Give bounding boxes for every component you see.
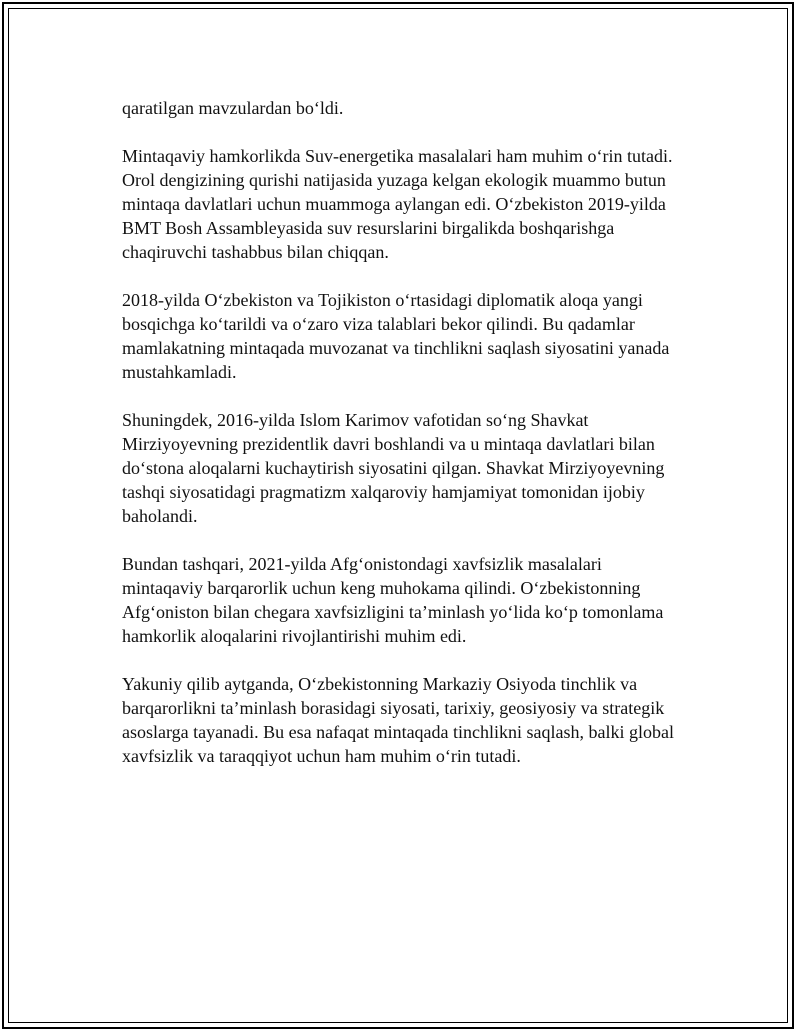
paragraph-4: Shuningdek, 2016-yilda Islom Karimov vafotidan so‘ng Shavkat Mirziyoyevning prezidentlik davri boshlandi va u mintaqa davlatlari bilan do‘stona aloqalarni kuchaytirish siyosatini qilgan. Shavkat Mirziyoyevning tashqi siyosatidagi pragmatizm xalqaroviy hamjamiyat tomonidan ijobiy baholandi. — [122, 410, 665, 526]
paragraph-1: qaratilgan mavzulardan bo‘ldi. — [122, 98, 344, 118]
paragraph-6: Yakuniy qilib aytganda, O‘zbekistonning Markaziy Osiyoda tinchlik va barqarorlikni ta’minlash borasidagi siyosati, tarixiy, geosiyosiy va strategik asoslarga tayanadi. Bu esa nafaqat mintaqada tinchlikni saqlash, balki global xavfsizlik va taraqqiyot uchun ham muhim o‘rin tutadi. — [122, 674, 675, 766]
paragraph-3: 2018-yilda O‘zbekiston va Tojikiston o‘rtasidagi diplomatik aloqa yangi bosqichga ko‘tarildi va o‘zaro viza talablari bekor qilindi. Bu qadamlar mamlakatning mintaqada muvozanat va tinchlikni saqlash siyosatini yanada mustahkamladi. — [122, 290, 670, 382]
document-page — [2, 2, 794, 1029]
document-body — [122, 96, 702, 792]
paragraph-5: Bundan tashqari, 2021-yilda Afg‘onistondagi xavfsizlik masalalari mintaqaviy barqarorlik uchun keng muhokama qilindi. O‘zbekistonning Afg‘oniston bilan chegara xavfsizligini ta’minlash yo‘lida ko‘p tomonlama hamkorlik aloqalarini rivojlantirishi muhim edi. — [122, 554, 664, 646]
paragraph-2: Mintaqaviy hamkorlikda Suv-energetika masalalari ham muhim o‘rin tutadi. Orol dengizining qurishi natijasida yuzaga kelgan ekologik muammo butun mintaqa davlatlari uchun muammoga aylangan edi. O‘zbekiston 2019-yilda BMT Bosh Assambleyasida suv resurslarini birgalikda boshqarishga chaqiruvchi tashabbus bilan chiqqan. — [122, 146, 673, 262]
